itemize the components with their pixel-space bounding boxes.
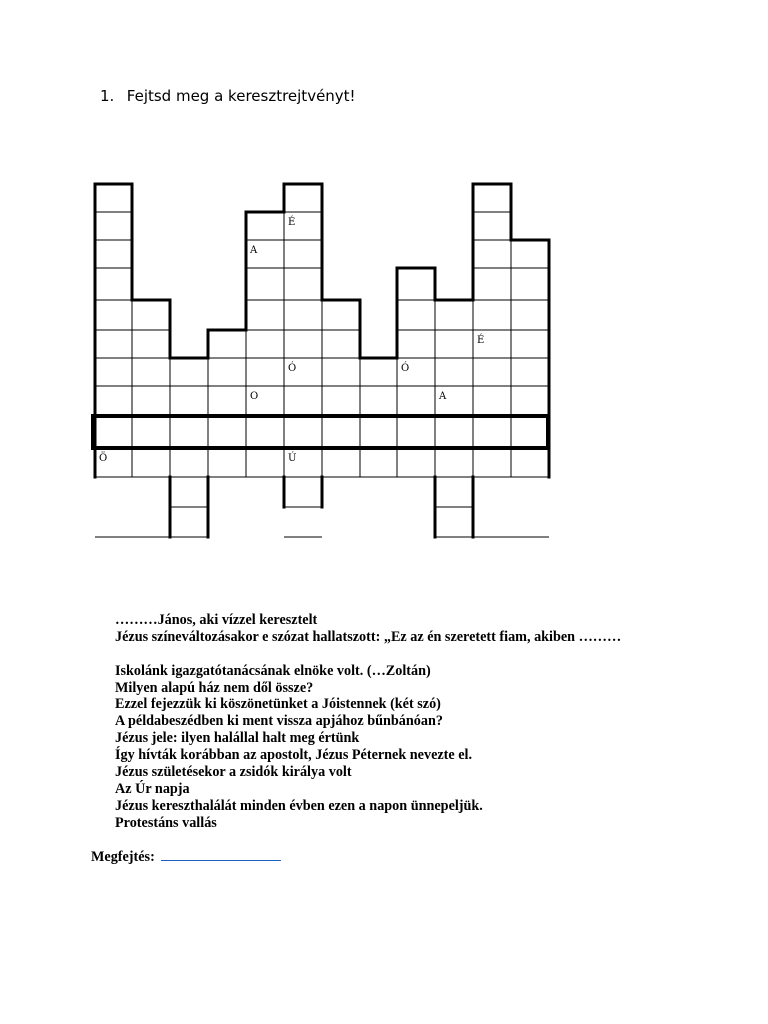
grid-cell[interactable] [95,212,132,240]
clue-5: Ezzel fejezzük ki köszönetünket a Jóistennek (két szó) [115,696,441,713]
grid-cell[interactable] [170,386,208,416]
grid-cell[interactable] [473,386,511,416]
clue-11: Jézus kereszthalálát minden évben ezen a napon ünnepeljük. [115,797,483,814]
grid-cell[interactable] [132,300,170,330]
grid-cell[interactable] [435,507,473,537]
grid-cell[interactable] [397,448,435,477]
grid-cell[interactable] [473,212,511,240]
grid-cell[interactable] [95,358,132,386]
grid-cell[interactable] [208,386,246,416]
grid-cell[interactable] [322,300,360,330]
grid-cell[interactable] [132,448,170,477]
clue-6: A példabeszédben ki ment vissza apjához bűnbánóan? [115,713,443,730]
grid-cell[interactable] [208,358,246,386]
grid-cell[interactable] [284,268,322,300]
grid-cell[interactable] [473,300,511,330]
grid-cell[interactable] [95,386,132,416]
grid-cell[interactable] [322,386,360,416]
grid-cell[interactable] [435,477,473,507]
grid-cell[interactable] [95,268,132,300]
grid-cell[interactable] [511,330,549,358]
grid-cell[interactable] [284,416,322,448]
grid-cell[interactable] [132,330,170,358]
grid-cell[interactable] [170,416,208,448]
grid-cell[interactable] [360,448,397,477]
grid-cell[interactable] [322,330,360,358]
clue-12: Protestáns vallás [115,814,217,831]
grid-cell[interactable] [511,268,549,300]
clue-10: Az Úr napja [115,780,190,797]
grid-cell[interactable] [246,448,284,477]
grid-cell[interactable] [95,416,132,448]
grid-cell[interactable] [170,477,208,507]
grid-cell[interactable] [95,300,132,330]
grid-cell[interactable] [473,416,511,448]
grid-cell[interactable] [511,300,549,330]
grid-cell[interactable] [284,386,322,416]
grid-cell[interactable] [246,300,284,330]
grid-cell[interactable] [208,416,246,448]
grid-cell[interactable] [511,386,549,416]
grid-cell[interactable] [435,300,473,330]
grid-cell[interactable] [132,416,170,448]
grid-cell[interactable] [246,330,284,358]
grid-cell[interactable] [435,416,473,448]
given-letter: Ú [288,453,297,464]
grid-cell[interactable] [397,330,435,358]
task-instruction: Fejtsd meg a keresztrejtvényt! [126,87,356,105]
grid-cell[interactable] [132,358,170,386]
grid-cell[interactable] [95,330,132,358]
solution-label: Megfejtés: [91,849,155,865]
clue-9: Jézus születésekor a zsidók királya volt [115,764,352,781]
grid-cell[interactable] [360,416,397,448]
solution-line [91,846,281,866]
grid-cell[interactable] [208,330,246,358]
clue-4: Milyen alapú ház nem dől össze? [115,679,314,696]
given-letter: É [288,217,296,228]
grid-cell[interactable] [511,448,549,477]
grid-cell[interactable] [170,448,208,477]
grid-cell[interactable] [284,300,322,330]
grid-cell[interactable] [246,358,284,386]
grid-cell[interactable] [170,358,208,386]
grid-cell[interactable] [284,477,322,507]
grid-cell[interactable] [132,386,170,416]
grid-cell[interactable] [473,184,511,212]
grid-cell[interactable] [95,184,132,212]
grid-cell[interactable] [170,507,208,537]
clue-7: Jézus jele: ilyen halállal halt meg értünk [115,730,360,747]
grid-cell[interactable] [435,358,473,386]
grid-cell[interactable] [246,416,284,448]
grid-cell[interactable] [95,240,132,268]
clue-1: ………János, aki vízzel keresztelt [115,612,318,628]
grid-cell[interactable] [511,416,549,448]
grid-cell[interactable] [284,240,322,268]
grid-cell[interactable] [473,240,511,268]
grid-cell[interactable] [284,184,322,212]
solution-blank[interactable] [161,846,281,861]
given-letter: O [250,391,259,402]
given-letter: A [439,391,447,402]
given-letter: Ö [99,453,108,464]
clue-list [115,612,621,832]
grid-cell[interactable] [397,416,435,448]
grid-cell[interactable] [360,358,397,386]
grid-cell[interactable] [322,358,360,386]
given-letter: Ó [401,363,410,374]
given-letter: Ó [288,363,297,374]
grid-cell[interactable] [322,448,360,477]
grid-cell[interactable] [511,240,549,268]
clue-3: Iskolánk igazgatótanácsának elnöke volt. (…Zoltán) [115,662,431,679]
grid-cell[interactable] [397,386,435,416]
grid-cell[interactable] [284,330,322,358]
grid-cell[interactable] [397,268,435,300]
grid-cell[interactable] [360,386,397,416]
task-number: 1. [100,87,115,105]
grid-cell[interactable] [208,448,246,477]
grid-cell[interactable] [246,268,284,300]
grid-cell[interactable] [246,212,284,240]
grid-cell[interactable] [473,448,511,477]
grid-cell[interactable] [435,330,473,358]
grid-cell[interactable] [473,268,511,300]
clue-8: Így hívták korábban az apostolt, Jézus Péternek nevezte el. [115,747,473,764]
grid-cell[interactable] [397,300,435,330]
grid-cell[interactable] [322,416,360,448]
given-letter: A [250,245,258,256]
given-letter: É [477,335,485,346]
grid-cell[interactable] [435,448,473,477]
grid-cell[interactable] [473,358,511,386]
clue-2: Jézus színeváltozásakor e szózat hallatszott: „Ez az én szeretett fiam, akiben ……… [115,628,622,645]
grid-cell[interactable] [511,358,549,386]
